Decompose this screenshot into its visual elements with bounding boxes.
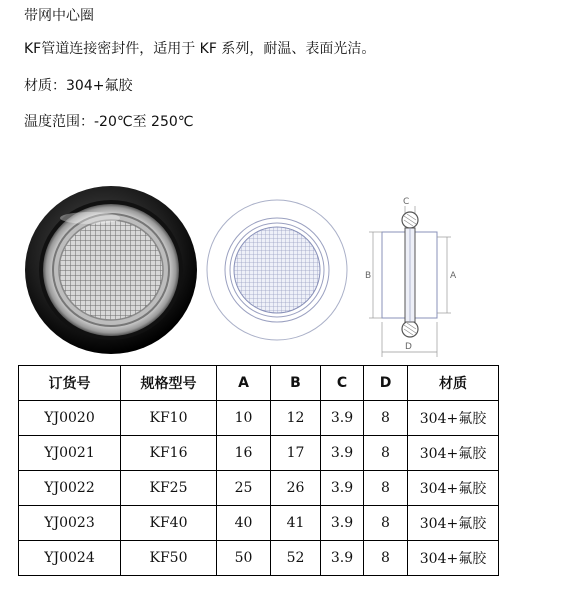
cell-c: 3.9	[321, 541, 364, 576]
cell-order-no: YJ0020	[19, 401, 121, 436]
header-model: 规格型号	[121, 366, 217, 401]
cell-material: 304+氟胶	[408, 436, 499, 471]
header-material: 材质	[408, 366, 499, 401]
table-row	[19, 541, 499, 576]
dim-label-a: A	[450, 271, 457, 281]
header-order-no: 订货号	[19, 366, 121, 401]
cell-material: 304+氟胶	[408, 541, 499, 576]
cell-d: 8	[364, 541, 408, 576]
cell-b: 17	[271, 436, 321, 471]
cell-model: KF16	[121, 436, 217, 471]
cell-order-no: YJ0024	[19, 541, 121, 576]
cell-c: 3.9	[321, 436, 364, 471]
cell-b: 12	[271, 401, 321, 436]
product-description: KF管道连接密封件，适用于 KF 系列，耐温、表面光洁。	[24, 41, 376, 57]
front-view-drawing	[205, 198, 350, 343]
cell-a: 50	[217, 541, 271, 576]
product-photo	[20, 180, 202, 360]
spec-table	[18, 365, 499, 576]
table-header-row	[19, 366, 499, 401]
cell-b: 26	[271, 471, 321, 506]
cell-order-no: YJ0022	[19, 471, 121, 506]
cell-model: KF40	[121, 506, 217, 541]
material-info: 材质：304+氟胶	[24, 78, 133, 94]
product-title: 带网中心圈	[24, 8, 94, 24]
cell-order-no: YJ0023	[19, 506, 121, 541]
side-view-drawing	[355, 192, 465, 362]
cell-b: 41	[271, 506, 321, 541]
table-row	[19, 506, 499, 541]
dim-label-c: C	[403, 197, 410, 207]
cell-d: 8	[364, 436, 408, 471]
dim-label-b: B	[365, 271, 372, 281]
cell-material: 304+氟胶	[408, 401, 499, 436]
cell-a: 25	[217, 471, 271, 506]
cell-a: 16	[217, 436, 271, 471]
cell-model: KF25	[121, 471, 217, 506]
header-c: C	[321, 366, 364, 401]
cell-d: 8	[364, 401, 408, 436]
header-d: D	[364, 366, 408, 401]
cell-d: 8	[364, 471, 408, 506]
cell-d: 8	[364, 506, 408, 541]
cell-c: 3.9	[321, 471, 364, 506]
dim-label-d: D	[405, 342, 412, 352]
cell-a: 40	[217, 506, 271, 541]
table-row	[19, 401, 499, 436]
cell-b: 52	[271, 541, 321, 576]
cell-c: 3.9	[321, 506, 364, 541]
cell-c: 3.9	[321, 401, 364, 436]
cell-a: 10	[217, 401, 271, 436]
header-a: A	[217, 366, 271, 401]
cell-model: KF50	[121, 541, 217, 576]
cell-order-no: YJ0021	[19, 436, 121, 471]
table-row	[19, 471, 499, 506]
temperature-range: 温度范围：-20℃至 250℃	[24, 114, 194, 130]
cell-model: KF10	[121, 401, 217, 436]
cell-material: 304+氟胶	[408, 506, 499, 541]
table-row	[19, 436, 499, 471]
header-b: B	[271, 366, 321, 401]
cell-material: 304+氟胶	[408, 471, 499, 506]
